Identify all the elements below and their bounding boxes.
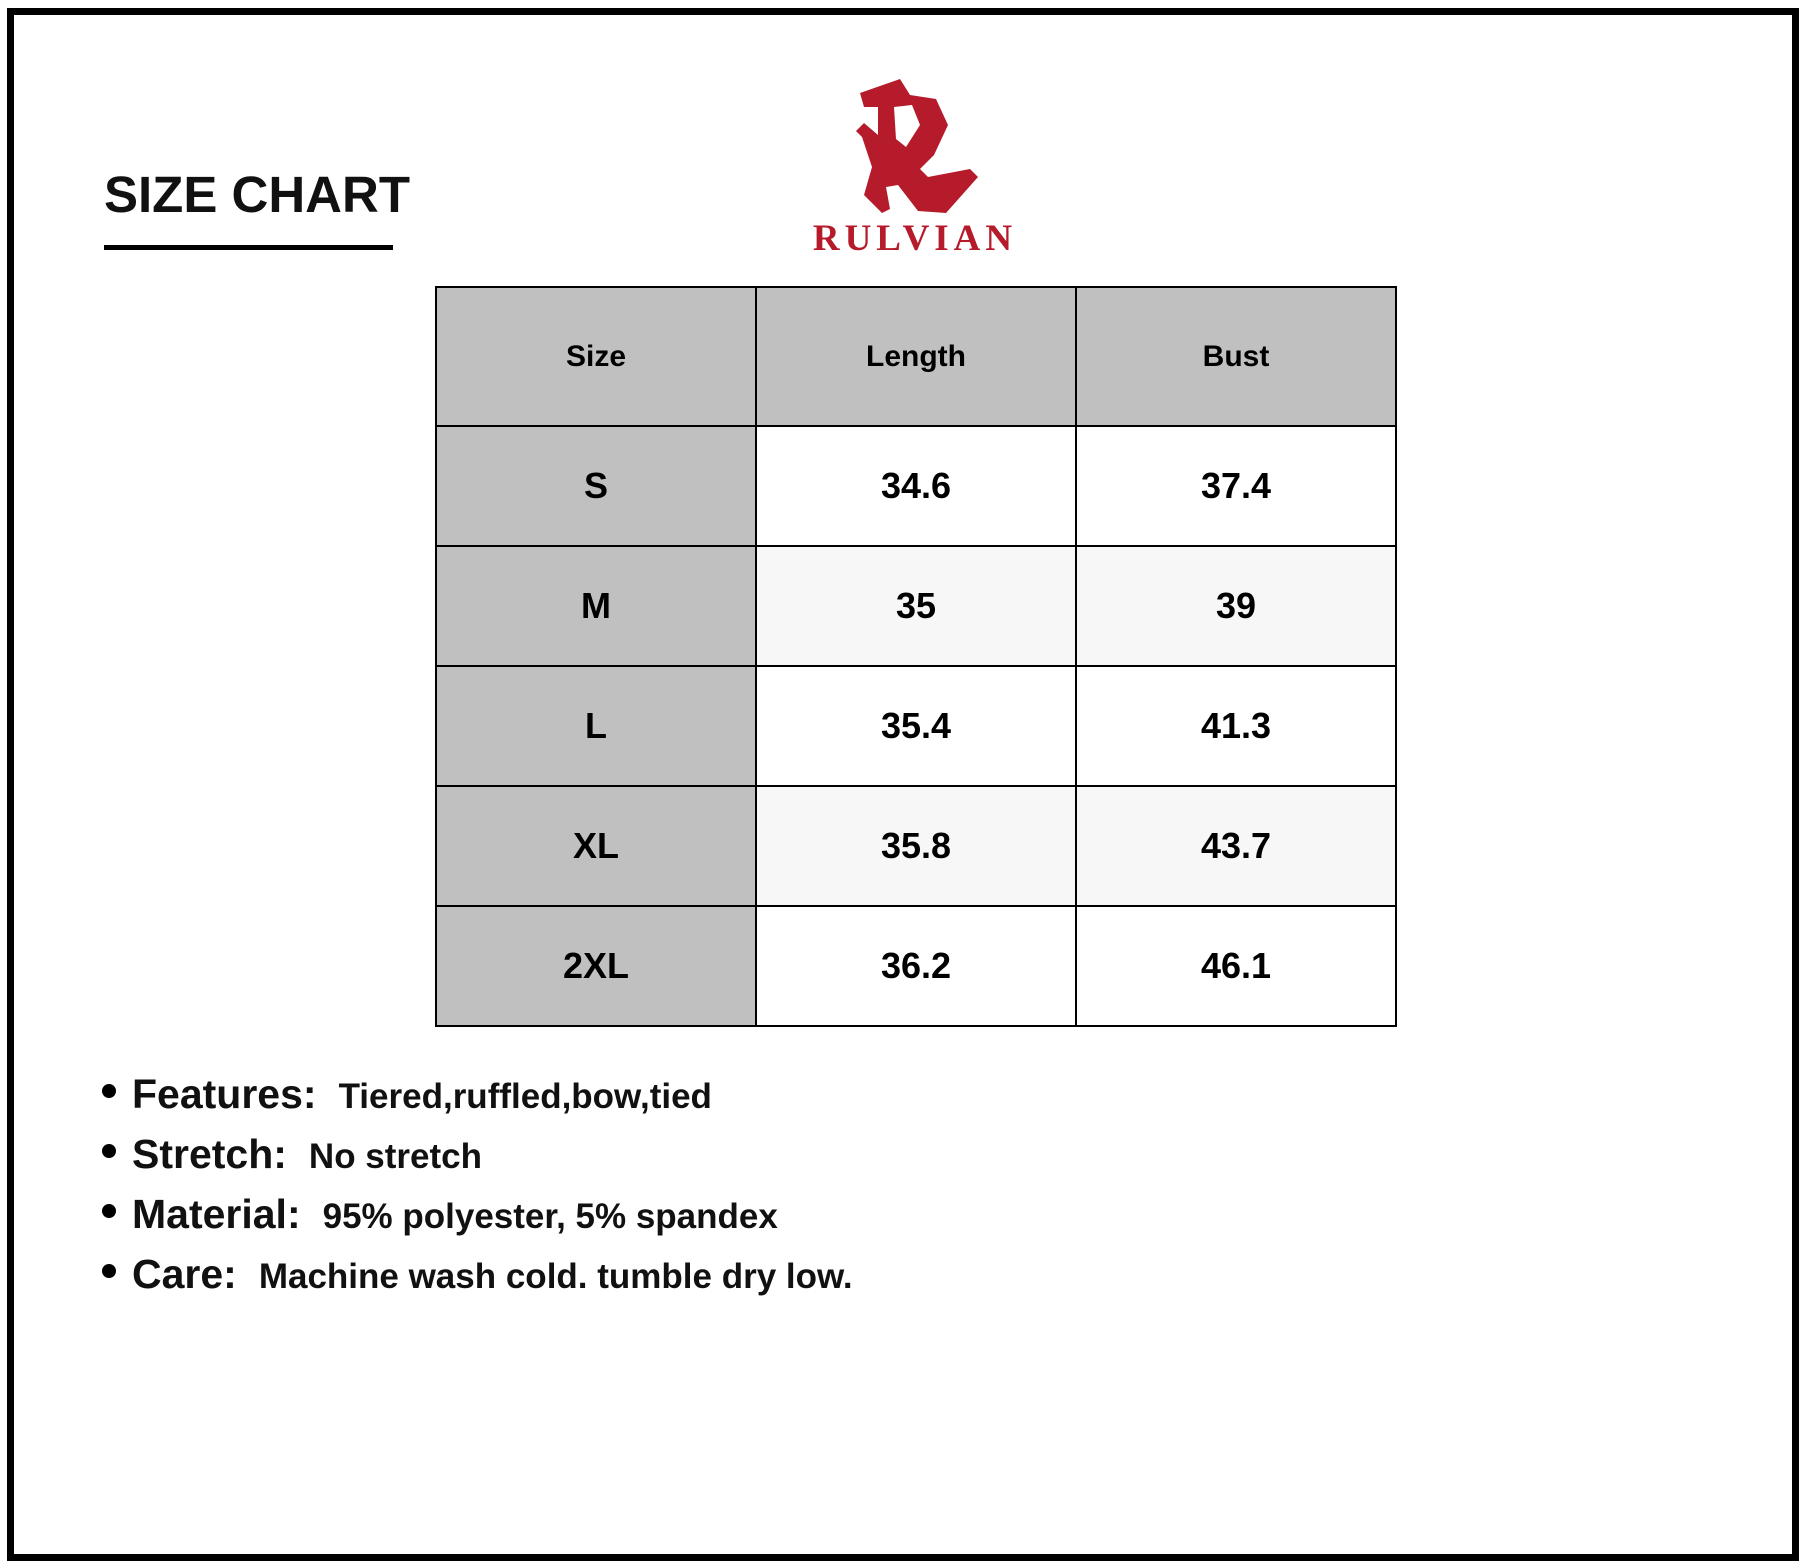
product-specs: [102, 1071, 853, 1311]
bust-cell: 41.3: [1076, 666, 1396, 786]
bust-cell: 46.1: [1076, 906, 1396, 1026]
table-row: [436, 546, 1396, 666]
size-cell: XL: [436, 786, 756, 906]
length-cell: 36.2: [756, 906, 1076, 1026]
brand-name: RULVIAN: [812, 218, 1018, 259]
spec-label: Stretch:: [132, 1131, 287, 1177]
bust-cell: 37.4: [1076, 426, 1396, 546]
spec-care: [102, 1251, 853, 1311]
length-cell: 35.4: [756, 666, 1076, 786]
table-row: [436, 426, 1396, 546]
spec-material: [102, 1191, 853, 1251]
size-table: [435, 286, 1397, 1027]
length-cell: 35.8: [756, 786, 1076, 906]
spec-value: No stretch: [308, 1137, 483, 1176]
size-cell: M: [436, 546, 756, 666]
table-row: [436, 666, 1396, 786]
spec-stretch: [102, 1131, 853, 1191]
size-cell: 2XL: [436, 906, 756, 1026]
bust-cell: 39: [1076, 546, 1396, 666]
spec-value: Machine wash cold. tumble dry low.: [258, 1257, 853, 1296]
bullet-icon: [102, 1264, 116, 1278]
spec-value: Tiered,ruffled,bow,tied: [338, 1077, 712, 1116]
header-size: Size: [436, 287, 756, 426]
spec-label: Material:: [132, 1191, 301, 1237]
header-bust: Bust: [1076, 287, 1396, 426]
page-title: SIZE CHART: [104, 166, 410, 223]
title-underline: [104, 245, 393, 250]
spec-value: 95% polyester, 5% spandex: [322, 1197, 778, 1236]
length-cell: 34.6: [756, 426, 1076, 546]
brand-logo: [794, 77, 1054, 267]
spec-features: [102, 1071, 853, 1131]
bullet-icon: [102, 1204, 116, 1218]
spec-label: Care:: [132, 1251, 237, 1297]
rulvian-r-logo-icon: [794, 77, 1054, 217]
table-row: [436, 906, 1396, 1026]
spec-label: Features:: [132, 1071, 317, 1117]
table-header-row: [436, 287, 1396, 426]
bust-cell: 43.7: [1076, 786, 1396, 906]
bullet-icon: [102, 1144, 116, 1158]
bullet-icon: [102, 1084, 116, 1098]
size-cell: S: [436, 426, 756, 546]
size-cell: L: [436, 666, 756, 786]
header-length: Length: [756, 287, 1076, 426]
length-cell: 35: [756, 546, 1076, 666]
table-row: [436, 786, 1396, 906]
page-frame: [7, 8, 1799, 1561]
